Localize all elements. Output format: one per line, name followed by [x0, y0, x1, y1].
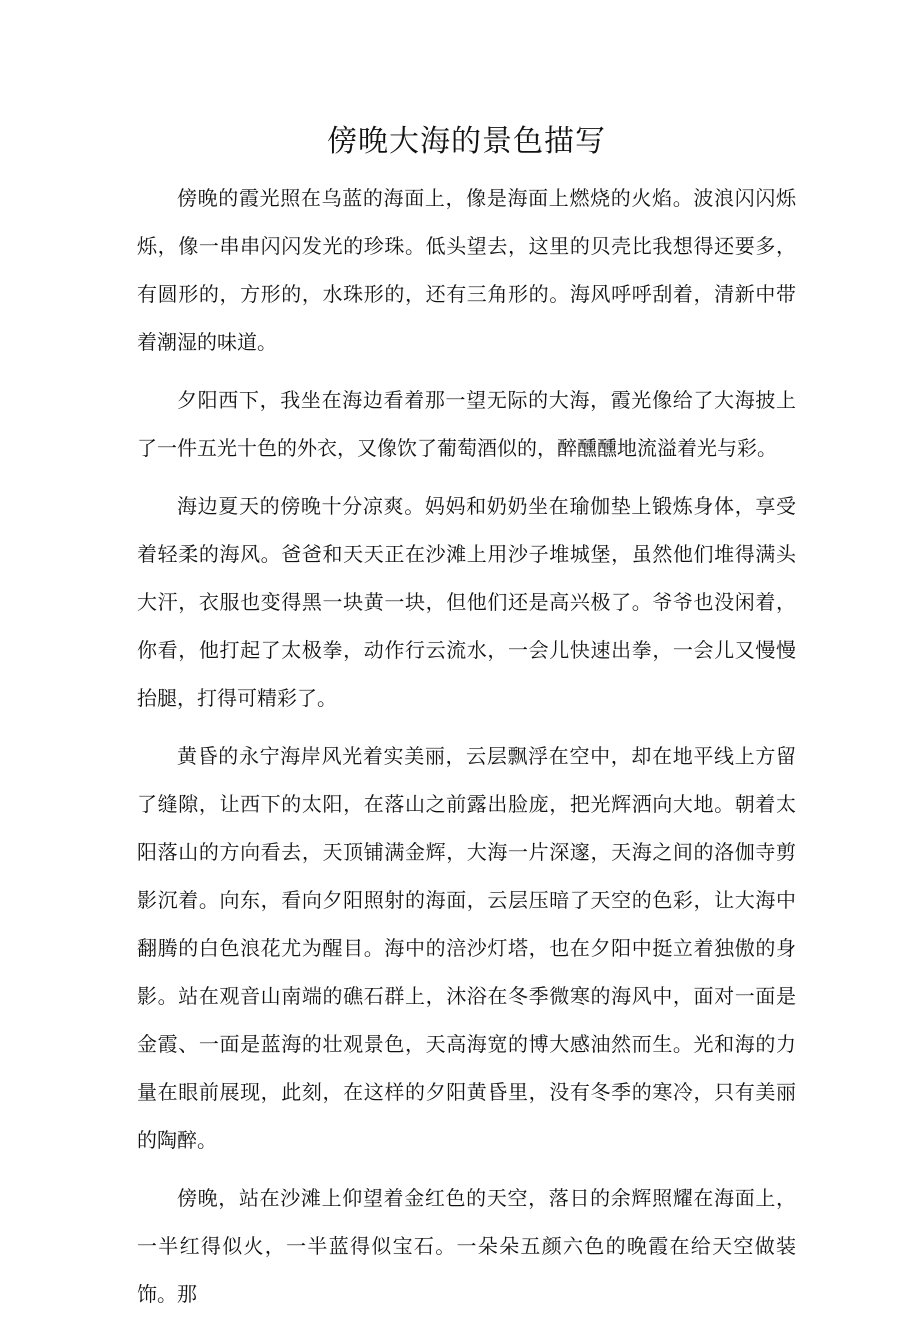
- paragraph-1: 傍晚的霞光照在乌蓝的海面上，像是海面上燃烧的火焰。波浪闪闪烁烁，像一串串闪闪发光的珍珠。低头望去，这里的贝壳比我想得还要多，有圆形的，方形的，水珠形的，还有三角形的。海风呼呼刮着，清新中带着潮湿的味道。: [137, 186, 796, 354]
- paragraph-3: 海边夏天的傍晚十分凉爽。妈妈和奶奶坐在瑜伽垫上锻炼身体，享受着轻柔的海风。爸爸和天天正在沙滩上用沙子堆城堡，虽然他们堆得满头大汗，衣服也变得黑一块黄一块，但他们还是高兴极了。爷爷也没闲着，你看，他打起了太极拳，动作行云流水，一会儿快速出拳，一会儿又慢慢抬腿，打得可精彩了。: [137, 494, 796, 710]
- paragraph-2: 夕阳西下，我坐在海边看着那一望无际的大海，霞光像给了大海披上了一件五光十色的外衣，又像饮了葡萄酒似的，醉醺醺地流溢着光与彩。: [137, 388, 796, 460]
- paragraph-5: 傍晚，站在沙滩上仰望着金红色的天空，落日的余辉照耀在海面上，一半红得似火，一半蓝得似宝石。一朵朵五颜六色的晚霞在给天空做装饰。那: [137, 1186, 796, 1306]
- document-title: 傍晚大海的景色描写: [327, 124, 606, 159]
- paragraph-4: 黄昏的永宁海岸风光着实美丽，云层飘浮在空中，却在地平线上方留了缝隙，让西下的太阳，在落山之前露出脸庞，把光辉洒向大地。朝着太阳落山的方向看去，天顶铺满金辉，大海一片深邃，天海之间的洛伽寺剪影沉着。向东，看向夕阳照射的海面，云层压暗了天空的色彩，让大海中翻腾的白色浪花尤为醒目。海中的涪沙灯塔，也在夕阳中挺立着独傲的身影。站在观音山南端的礁石群上，沐浴在冬季微寒的海风中，面对一面是金霞、一面是蓝海的壮观景色，天高海宽的博大感油然而生。光和海的力量在眼前展现，此刻，在这样的夕阳黄昏里，没有冬季的寒冷，只有美丽的陶醉。: [137, 744, 796, 1152]
